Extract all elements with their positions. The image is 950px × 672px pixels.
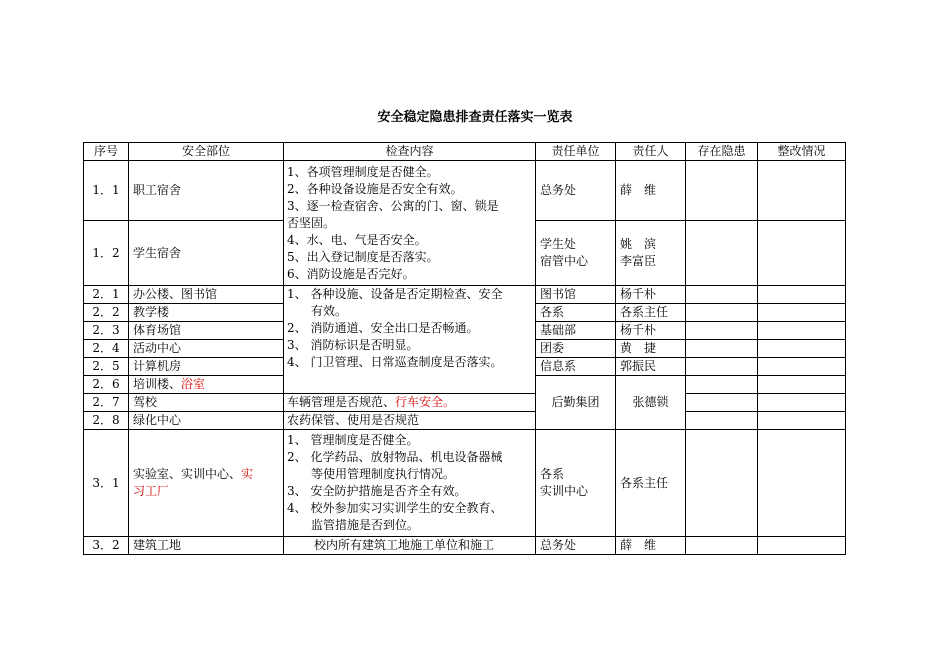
row-no: 2．1 — [84, 286, 129, 304]
document-title: 安全稳定隐患排查责任落实一览表 — [377, 110, 573, 125]
row-person: 郭振民 — [616, 358, 686, 376]
unit-line: 各系 — [540, 467, 565, 481]
table-header-row — [84, 143, 846, 161]
row-person: 薛 维 — [616, 537, 686, 555]
content-line: 否坚固。 — [287, 215, 336, 230]
col-header-place: 安全部位 — [129, 143, 284, 161]
row-unit — [536, 430, 616, 537]
row-hazard — [686, 430, 758, 537]
row-unit — [536, 221, 616, 286]
row-person — [616, 221, 686, 286]
responsibility-table — [83, 142, 846, 555]
row-person: 薛 维 — [616, 161, 686, 221]
col-header-rectify: 整改情况 — [758, 143, 846, 161]
col-header-unit: 责任单位 — [536, 143, 616, 161]
row-place — [129, 430, 284, 537]
row-rectify — [758, 537, 846, 555]
row-hazard — [686, 358, 758, 376]
row-hazard — [686, 394, 758, 412]
unit-line: 宿管中心 — [540, 254, 589, 268]
row-no: 1．2 — [84, 221, 129, 286]
content-line: 2、 化学药品、放射物品、机电设备器械 — [287, 450, 503, 464]
row-place — [129, 376, 284, 394]
row-place: 绿化中心 — [129, 412, 284, 430]
row-no: 2．6 — [84, 376, 129, 394]
table-row — [84, 412, 846, 430]
row-place: 职工宿舍 — [129, 161, 284, 221]
row-hazard — [686, 376, 758, 394]
table-row — [84, 430, 846, 537]
content-line: 3、 消防标识是否明显。 — [287, 338, 419, 352]
person-line: 李富臣 — [620, 254, 657, 268]
row-no: 3．1 — [84, 430, 129, 537]
row-rectify — [758, 161, 846, 221]
unit-line: 学生处 — [540, 237, 577, 251]
row-no: 3．2 — [84, 537, 129, 555]
content-line: 1、各项管理制度是否健全。 — [287, 164, 439, 179]
row-rectify — [758, 286, 846, 304]
content-line: 4、水、电、气是否安全。 — [287, 232, 427, 247]
row-hazard — [686, 221, 758, 286]
row-unit: 后勤集团 — [536, 376, 616, 430]
row-content — [284, 430, 536, 537]
row-unit: 图书馆 — [536, 286, 616, 304]
table-row — [84, 161, 846, 221]
content-line: 4、 门卫管理、日常巡查制度是否落实。 — [287, 355, 503, 369]
row-content: 校内所有建筑工地施工单位和施工 — [284, 537, 536, 555]
content-line: 2、 消防通道、安全出口是否畅通。 — [287, 321, 479, 335]
row-person: 杨千朴 — [616, 322, 686, 340]
content-line: 3、逐一检查宿舍、公寓的门、窗、锁是 — [287, 198, 499, 213]
row-no: 2．2 — [84, 304, 129, 322]
row-rectify — [758, 358, 846, 376]
row-rectify — [758, 394, 846, 412]
content-line: 监管措施是否到位。 — [311, 518, 420, 532]
row-place: 教学楼 — [129, 304, 284, 322]
col-header-hazard: 存在隐患 — [686, 143, 758, 161]
row-no: 2．3 — [84, 322, 129, 340]
row-hazard — [686, 304, 758, 322]
row-place: 驾校 — [129, 394, 284, 412]
row-unit: 总务处 — [536, 537, 616, 555]
row-place: 建筑工地 — [129, 537, 284, 555]
row-no: 2．5 — [84, 358, 129, 376]
row-hazard — [686, 286, 758, 304]
row-person: 黄 捷 — [616, 340, 686, 358]
row-hazard — [686, 537, 758, 555]
row-rectify — [758, 340, 846, 358]
row-person: 张德锁 — [616, 376, 686, 430]
row-unit: 团委 — [536, 340, 616, 358]
row-hazard — [686, 161, 758, 221]
row-unit: 信息系 — [536, 358, 616, 376]
content-text: 车辆管理是否规范、 — [287, 395, 396, 409]
row-rectify — [758, 376, 846, 394]
row-hazard — [686, 340, 758, 358]
content-line: 4、 校外参加实习实训学生的安全教育、 — [287, 501, 503, 515]
row-place: 体育场馆 — [129, 322, 284, 340]
row-rectify — [758, 430, 846, 537]
row-place: 活动中心 — [129, 340, 284, 358]
table-row — [84, 537, 846, 555]
content-line: 有效。 — [311, 304, 348, 318]
row-hazard — [686, 322, 758, 340]
row-place: 计算机房 — [129, 358, 284, 376]
row-content — [284, 161, 536, 286]
col-header-content: 检查内容 — [284, 143, 536, 161]
row-no: 1．1 — [84, 161, 129, 221]
place-text: 实验室、实训中心、 — [133, 467, 242, 481]
place-text-highlight: 习工厂 — [133, 484, 170, 498]
col-header-person: 责任人 — [616, 143, 686, 161]
content-line: 6、消防设施是否完好。 — [287, 266, 415, 281]
row-no: 2．7 — [84, 394, 129, 412]
content-text-highlight: 行车安全。 — [395, 395, 456, 409]
row-no: 2．8 — [84, 412, 129, 430]
person-line: 姚 滨 — [620, 237, 657, 251]
row-person: 各系主任 — [616, 304, 686, 322]
place-text-highlight: 实 — [241, 467, 254, 481]
place-text-highlight: 浴室 — [181, 377, 206, 391]
row-rectify — [758, 322, 846, 340]
content-line: 等使用管理制度执行情况。 — [311, 467, 456, 481]
row-no: 2．4 — [84, 340, 129, 358]
row-rectify — [758, 304, 846, 322]
row-rectify — [758, 221, 846, 286]
row-content — [284, 394, 536, 412]
place-text: 培训楼、 — [133, 377, 182, 391]
content-line: 5、出入登记制度是否落实。 — [287, 249, 439, 264]
row-content — [284, 286, 536, 394]
row-person: 各系主任 — [616, 430, 686, 537]
content-line: 1、 管理制度是否健全。 — [287, 433, 419, 447]
row-content: 农药保管、使用是否规范 — [284, 412, 536, 430]
table-row — [84, 286, 846, 304]
row-unit: 各系 — [536, 304, 616, 322]
row-rectify — [758, 412, 846, 430]
row-unit: 基础部 — [536, 322, 616, 340]
content-line: 3、 安全防护措施是否齐全有效。 — [287, 484, 467, 498]
row-person: 杨千朴 — [616, 286, 686, 304]
row-unit: 总务处 — [536, 161, 616, 221]
content-line: 1、 各种设施、设备是否定期检查、安全 — [287, 287, 503, 301]
unit-line: 实训中心 — [540, 484, 589, 498]
row-hazard — [686, 412, 758, 430]
row-place: 办公楼、图书馆 — [129, 286, 284, 304]
table-row — [84, 394, 846, 412]
col-header-no: 序号 — [84, 143, 129, 161]
content-line: 2、各种设备设施是否安全有效。 — [287, 181, 463, 196]
row-place: 学生宿舍 — [129, 221, 284, 286]
